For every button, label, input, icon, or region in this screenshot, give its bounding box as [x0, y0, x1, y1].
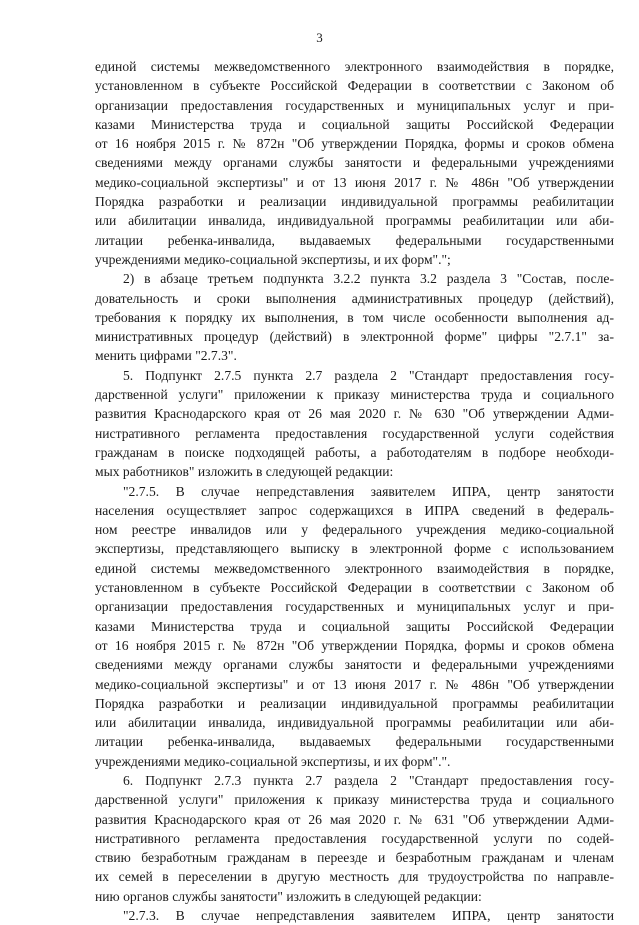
text-line: 5. Подпункт 2.7.5 пункта 2.7 раздела 2 "Стандарт предоставления госу- — [123, 367, 614, 383]
text-line: 6. Подпункт 2.7.3 пункта 2.7 раздела 2 "Стандарт предоставления госу- — [123, 772, 614, 788]
text-line: или абилитации инвалида, индивидуальной программы реабилитации или аби- — [95, 715, 614, 731]
text-line: мых работников" изложить в следующей редакции: — [95, 464, 394, 480]
text-line: единой системы межведомственного электронного взаимодействия в порядке, — [95, 59, 614, 74]
text-line: их семей в переселении в другую местность для трудоустройства по направле- — [95, 869, 614, 885]
text-line: организации предоставления государственных и муниципальных услуг и при- — [95, 97, 614, 113]
text-line: медико-социальной экспертизы" и от 13 июня 2017 г. № 486н "Об утверждении — [95, 676, 614, 692]
text-line: установленном в субъекте Российской Федерации в соответствии с Законом об — [95, 580, 614, 596]
text-line: единой системы межведомственного электронного взаимодействия в порядке, — [95, 560, 614, 576]
text-line: ствию безработным гражданам в переезде и безработным гражданам и членам — [95, 850, 614, 866]
text-line: довательность и сроки выполнения административных процедур (действий), — [95, 290, 614, 306]
text-line: казами Министерства труда и социальной защиты Российской Федерации — [95, 116, 614, 132]
text-line: сведениями между органами службы занятости и федеральными учреждениями — [95, 155, 614, 171]
document-body — [95, 57, 614, 925]
text-line: учреждениями медико-социальной экспертизы, и их форм".". — [95, 753, 451, 769]
text-line: нию органов службы занятости" изложить в следующей редакции: — [95, 888, 482, 904]
text-line: установленном в субъекте Российской Федерации в соответствии с Законом об — [95, 78, 614, 94]
text-line: Порядка разработки и реализации индивидуальной программы реабилитации — [95, 194, 614, 210]
text-line: 2) в абзаце третьем подпункта 3.2.2 пункта 3.2 раздела 3 "Состав, после- — [123, 271, 614, 287]
text-line: сведениями между органами службы занятости и федеральными учреждениями — [95, 657, 614, 673]
text-line: казами Министерства труда и социальной защиты Российской Федерации — [95, 618, 614, 634]
text-line: менить цифрами "2.7.3". — [95, 348, 237, 364]
text-line: дарственной услуги" приложении к приказу министерства труда и социального — [95, 387, 614, 403]
text-line: учреждениями медико-социальной экспертизы, и их форм"."; — [95, 251, 451, 267]
text-line: нистративного регламента предоставления государственной услуги содействия — [95, 425, 614, 441]
text-line: ном реестре инвалидов или у федерального учреждения медико-социальной — [95, 522, 614, 538]
text-line: или абилитации инвалида, индивидуальной программы реабилитации или аби- — [95, 213, 614, 229]
text-line: Порядка разработки и реализации индивидуальной программы реабилитации — [95, 695, 614, 711]
text-line: организации предоставления государственных и муниципальных услуг и при- — [95, 599, 614, 615]
text-line: развития Краснодарского края от 26 мая 2020 г. № 631 "Об утверждении Адми- — [95, 811, 614, 827]
text-line: экспертизы, представляющего выписку в электронной форме с использованием — [95, 541, 614, 557]
text-line: гражданам в поиске подходящей работы, а работодателям в подборе необходи- — [95, 444, 614, 460]
text-line: "2.7.3. В случае непредставления заявителем ИПРА, центр занятости — [123, 908, 614, 924]
page-number: 3 — [316, 30, 323, 45]
text-line: "2.7.5. В случае непредставления заявителем ИПРА, центр занятости — [123, 483, 614, 499]
text-line: от 16 ноября 2015 г. № 872н "Об утверждении Порядка, формы и сроков обмена — [95, 136, 614, 152]
text-line: от 16 ноября 2015 г. № 872н "Об утверждении Порядка, формы и сроков обмена — [95, 637, 614, 653]
text-line: литации ребенка-инвалида, выдаваемых федеральными государственными — [95, 232, 614, 248]
text-line: медико-социальной экспертизы" и от 13 июня 2017 г. № 486н "Об утверждении — [95, 174, 614, 190]
text-line: населения осуществляет запрос содержащихся в ИПРА сведений в федераль- — [95, 502, 614, 518]
text-line: дарственной услуги" приложения к приказу министерства труда и социального — [95, 792, 614, 808]
text-line: министративных процедур (действий) в электронной форме" цифры "2.7.1" за- — [95, 329, 614, 345]
text-line: развития Краснодарского края от 26 мая 2020 г. № 630 "Об утверждении Адми- — [95, 406, 614, 422]
text-line: нистративного регламента предоставления государственной услуги по содей- — [95, 830, 614, 846]
text-line: литации ребенка-инвалида, выдаваемых федеральными государственными — [95, 734, 614, 750]
text-line: требования к порядку их выполнения, в том числе особенности выполнения ад- — [95, 309, 614, 325]
